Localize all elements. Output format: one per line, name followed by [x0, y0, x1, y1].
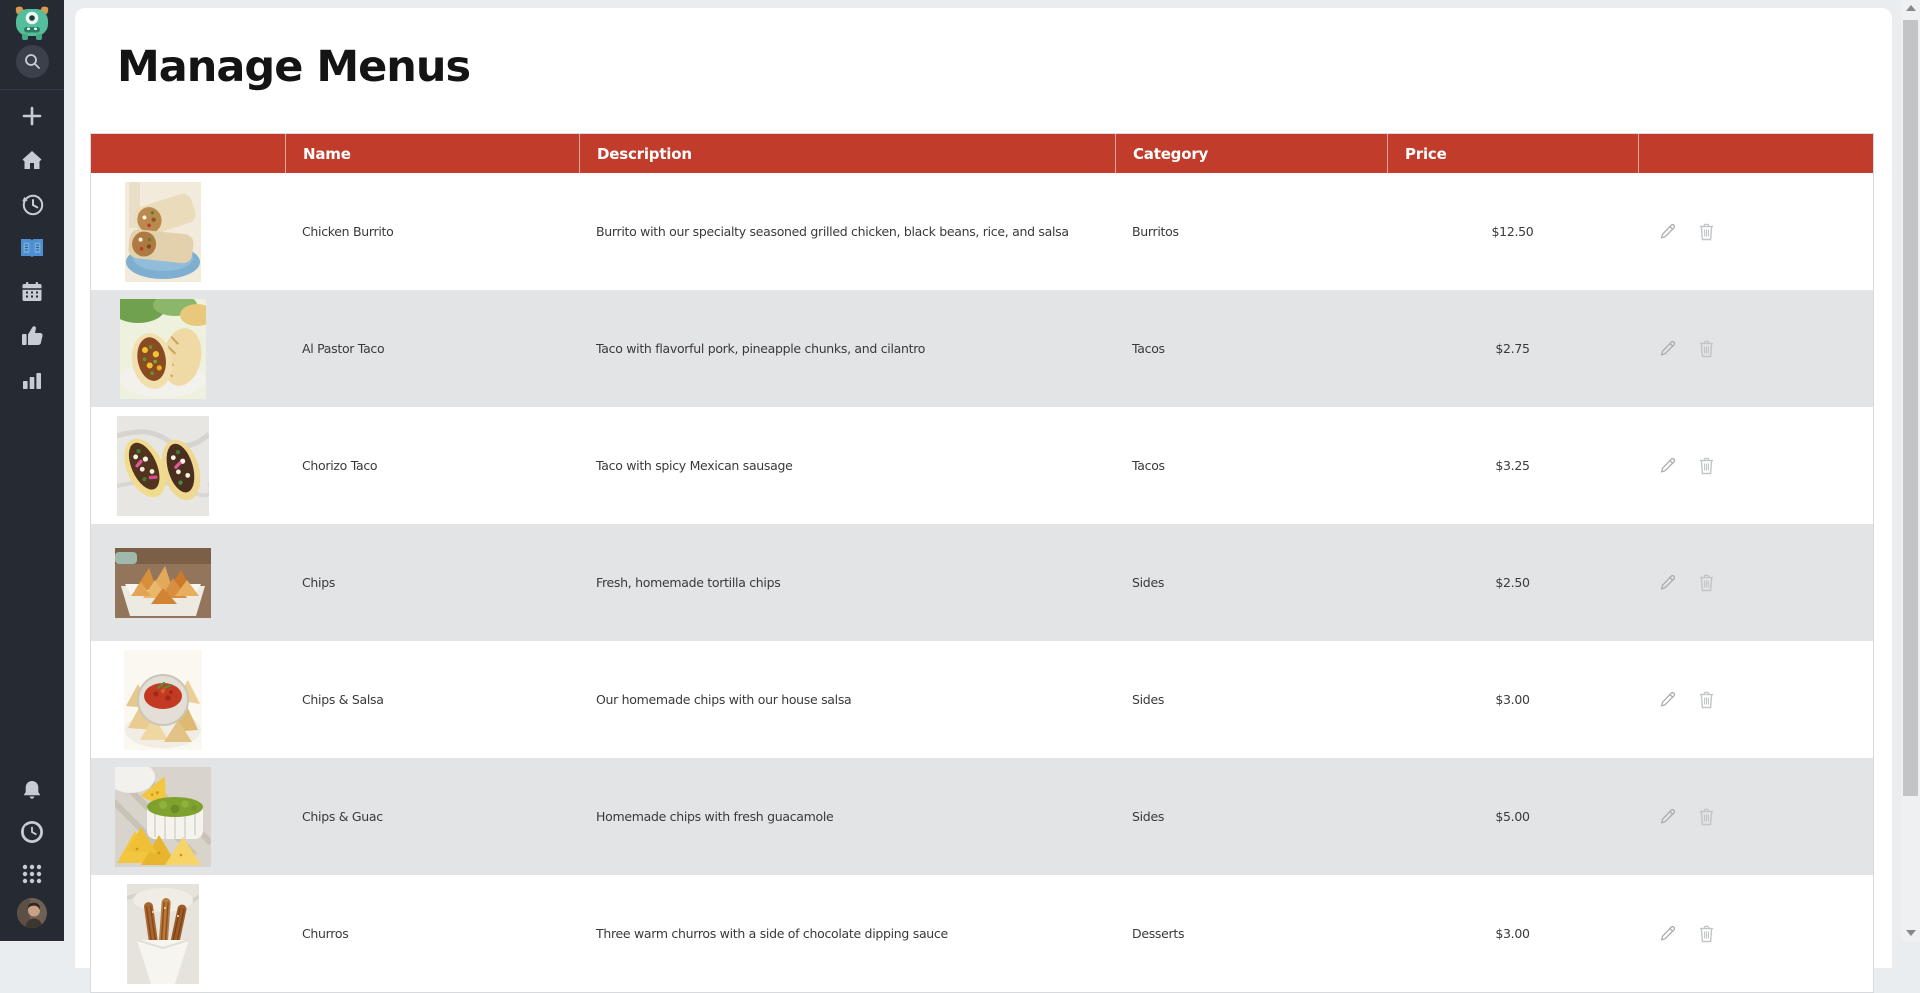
menu-item-name: Chips & Guac — [302, 809, 383, 824]
edit-button[interactable] — [1659, 691, 1677, 709]
menu-item-actions — [1638, 222, 1873, 241]
delete-button[interactable] — [1698, 807, 1715, 826]
menu-item-description: Homemade chips with fresh guacamole — [596, 809, 834, 824]
sidebar-nav — [0, 94, 64, 402]
trash-icon — [1698, 573, 1715, 592]
table-row — [91, 875, 1873, 992]
delete-button[interactable] — [1698, 690, 1715, 709]
header-actions-column — [1638, 134, 1873, 173]
header-price-column: Price — [1387, 134, 1638, 173]
menu-item-category: Tacos — [1132, 458, 1165, 473]
menu-item-photo-cell — [91, 767, 285, 867]
menu-item-price: $3.00 — [1495, 692, 1530, 707]
menu-item-actions — [1638, 924, 1873, 943]
delete-button[interactable] — [1698, 456, 1715, 475]
menu-item-name: Chorizo Taco — [302, 458, 378, 473]
menu-item-name: Churros — [302, 926, 349, 941]
calendar-icon — [20, 280, 44, 304]
sidebar-item-history[interactable] — [0, 182, 64, 226]
edit-pencil-icon — [1659, 574, 1677, 592]
delete-button[interactable] — [1698, 339, 1715, 358]
trash-icon — [1698, 924, 1715, 943]
menu-item-actions — [1638, 807, 1873, 826]
table-row — [91, 524, 1873, 641]
user-avatar-photo — [17, 898, 47, 928]
header-description-column: Description — [579, 134, 1115, 173]
menu-item-photo-cell — [91, 548, 285, 618]
menu-item-description: Three warm churros with a side of chocolate dipping sauce — [596, 926, 948, 941]
edit-button[interactable] — [1659, 925, 1677, 943]
trash-icon — [1698, 339, 1715, 358]
chorizo-taco-photo — [117, 416, 209, 516]
menu-item-photo — [105, 884, 221, 984]
edit-pencil-icon — [1659, 925, 1677, 943]
trash-icon — [1698, 222, 1715, 241]
search-icon — [24, 53, 41, 70]
menu-item-photo — [105, 182, 221, 282]
menu-item-category: Tacos — [1132, 341, 1165, 356]
edit-pencil-icon — [1659, 691, 1677, 709]
table-row — [91, 407, 1873, 524]
menu-item-category: Desserts — [1132, 926, 1185, 941]
menu-item-name: Al Pastor Taco — [302, 341, 385, 356]
bar-chart-icon — [20, 368, 44, 392]
sidebar-item-calendar[interactable] — [0, 270, 64, 314]
menu-item-actions — [1638, 573, 1873, 592]
al-pastor-taco-photo — [120, 299, 206, 399]
menu-item-photo — [105, 416, 221, 516]
trash-icon — [1698, 456, 1715, 475]
sidebar-item-activity[interactable] — [0, 811, 64, 853]
menu-item-description: Fresh, homemade tortilla chips — [596, 575, 781, 590]
header-image-column — [91, 134, 285, 173]
delete-button[interactable] — [1698, 222, 1715, 241]
menu-item-description: Taco with spicy Mexican sausage — [596, 458, 793, 473]
table-body — [91, 173, 1873, 992]
menu-item-actions — [1638, 339, 1873, 358]
history-icon — [19, 819, 45, 845]
history-icon — [20, 192, 45, 217]
menu-item-category: Sides — [1132, 692, 1165, 707]
menu-item-photo-cell — [91, 884, 285, 984]
edit-button[interactable] — [1659, 457, 1677, 475]
plus-icon — [20, 104, 44, 128]
sidebar-item-stats[interactable] — [0, 358, 64, 402]
table-row — [91, 758, 1873, 875]
monster-logo-icon — [10, 4, 54, 42]
menu-item-photo — [105, 650, 221, 750]
trash-icon — [1698, 807, 1715, 826]
triangle-down-icon — [1906, 930, 1916, 936]
sidebar-item-add[interactable] — [0, 94, 64, 138]
chips-photo — [115, 548, 211, 618]
table-row — [91, 641, 1873, 758]
edit-button[interactable] — [1659, 340, 1677, 358]
menu-item-description: Our homemade chips with our house salsa — [596, 692, 852, 707]
sidebar-bottom — [0, 769, 64, 941]
chips-and-guac-photo — [115, 767, 211, 867]
home-icon — [20, 148, 44, 172]
edit-button[interactable] — [1659, 574, 1677, 592]
sidebar-item-apps[interactable] — [0, 853, 64, 895]
table-row — [91, 173, 1873, 290]
menu-item-photo-cell — [91, 416, 285, 516]
menu-item-name: Chicken Burrito — [302, 224, 394, 239]
table-header-row — [91, 134, 1873, 173]
vertical-scrollbar[interactable] — [1901, 0, 1920, 941]
menu-item-category: Sides — [1132, 575, 1165, 590]
delete-button[interactable] — [1698, 924, 1715, 943]
menu-item-photo-cell — [91, 299, 285, 399]
scroll-down-arrow[interactable] — [1901, 925, 1920, 941]
menu-item-description: Burrito with our specialty seasoned grilled chicken, black beans, rice, and salsa — [596, 224, 1069, 239]
churros-photo — [127, 884, 199, 984]
menu-item-price: $3.00 — [1495, 926, 1530, 941]
thumbs-up-icon — [20, 324, 45, 348]
apps-grid-icon — [20, 862, 44, 886]
edit-pencil-icon — [1659, 223, 1677, 241]
user-avatar[interactable] — [0, 895, 64, 931]
table-row — [91, 290, 1873, 407]
monster-logo[interactable] — [9, 4, 55, 42]
edit-button[interactable] — [1659, 223, 1677, 241]
menu-item-price: $12.50 — [1491, 224, 1534, 239]
menu-item-name: Chips & Salsa — [302, 692, 384, 707]
sidebar-item-notifications[interactable] — [0, 769, 64, 811]
menu-item-description: Taco with flavorful pork, pineapple chunks, and cilantro — [596, 341, 926, 356]
menu-item-price: $2.50 — [1495, 575, 1530, 590]
scrollbar-thumb[interactable] — [1903, 20, 1918, 796]
edit-pencil-icon — [1659, 340, 1677, 358]
sidebar-item-menus[interactable] — [0, 226, 64, 270]
menu-item-price: $2.75 — [1495, 341, 1530, 356]
menu-item-price: $3.25 — [1495, 458, 1530, 473]
search-button[interactable] — [16, 45, 49, 78]
menu-item-category: Burritos — [1132, 224, 1179, 239]
menu-item-actions — [1638, 456, 1873, 475]
sidebar-item-home[interactable] — [0, 138, 64, 182]
edit-button[interactable] — [1659, 808, 1677, 826]
menu-book-icon — [19, 236, 45, 260]
delete-button[interactable] — [1698, 573, 1715, 592]
menu-item-photo — [105, 767, 221, 867]
menu-item-price: $5.00 — [1495, 809, 1530, 824]
bell-icon — [20, 778, 44, 802]
menu-item-photo-cell — [91, 650, 285, 750]
trash-icon — [1698, 690, 1715, 709]
main-content-card — [75, 8, 1892, 968]
header-name-column: Name — [285, 134, 579, 173]
edit-pencil-icon — [1659, 808, 1677, 826]
chicken-burrito-photo — [125, 182, 201, 282]
sidebar-divider — [0, 89, 64, 90]
menu-items-table — [90, 133, 1874, 993]
triangle-up-icon — [1906, 5, 1916, 11]
sidebar — [0, 0, 64, 941]
menu-item-photo-cell — [91, 182, 285, 282]
page-title: Manage Menus — [117, 42, 471, 92]
scroll-up-arrow[interactable] — [1901, 0, 1920, 16]
menu-item-photo — [105, 299, 221, 399]
menu-item-name: Chips — [302, 575, 336, 590]
sidebar-item-reviews[interactable] — [0, 314, 64, 358]
edit-pencil-icon — [1659, 457, 1677, 475]
menu-item-actions — [1638, 690, 1873, 709]
chips-and-salsa-photo — [124, 650, 202, 750]
header-category-column: Category — [1115, 134, 1387, 173]
menu-item-category: Sides — [1132, 809, 1165, 824]
menu-item-photo — [105, 548, 221, 618]
